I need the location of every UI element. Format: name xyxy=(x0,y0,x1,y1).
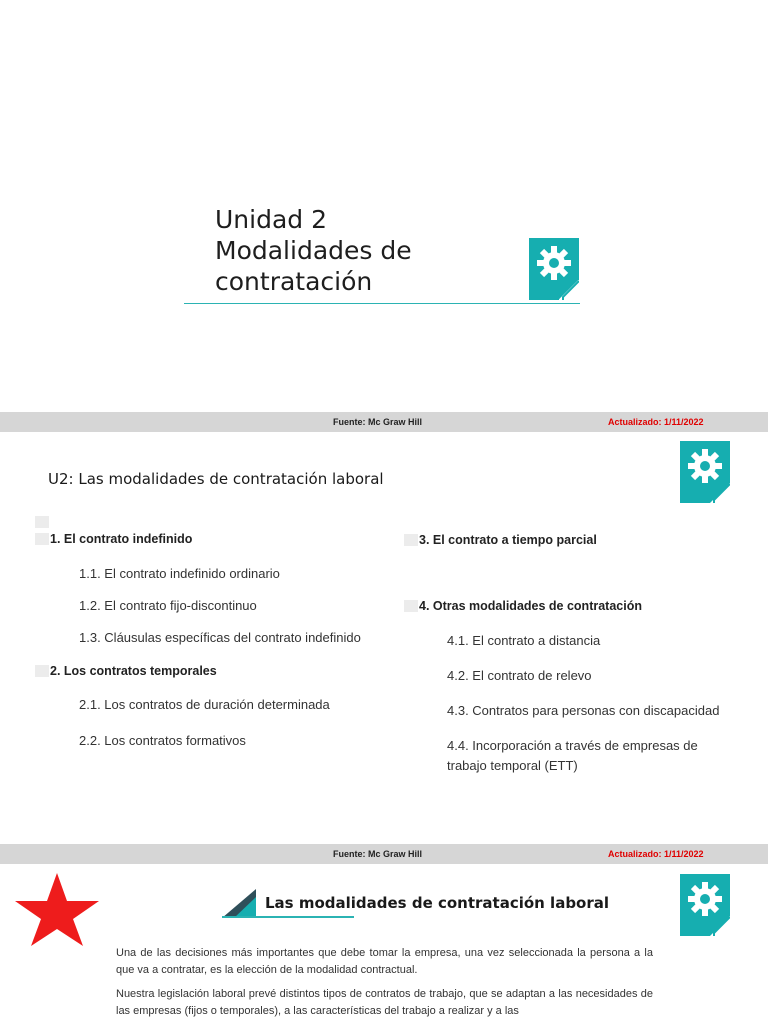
title-divider xyxy=(184,303,580,304)
index-item-1-2: 1.2. El contrato fijo-discontinuo xyxy=(79,598,257,613)
bullet-marker xyxy=(404,534,418,546)
gear-icon xyxy=(680,441,730,503)
index-item-2-2: 2.2. Los contratos formativos xyxy=(79,733,246,748)
slide-footer-1 xyxy=(0,412,768,432)
index-item-1-1: 1.1. El contrato indefinido ordinario xyxy=(79,566,280,581)
index-item-1-3: 1.3. Cláusulas específicas del contrato indefinido xyxy=(79,630,361,645)
index-section-2: 2. Los contratos temporales xyxy=(50,664,217,678)
title-slide xyxy=(0,0,768,412)
gear-icon xyxy=(680,874,730,936)
index-slide xyxy=(0,432,768,844)
index-item-4-2: 4.2. El contrato de relevo xyxy=(447,668,592,683)
footer-source: Fuente: Mc Graw Hill xyxy=(333,417,423,427)
content-slide xyxy=(0,865,768,1024)
index-section-1: 1. El contrato indefinido xyxy=(50,532,193,546)
star-icon xyxy=(12,871,102,947)
index-section-3: 3. El contrato a tiempo parcial xyxy=(419,533,597,547)
footer-updated: Actualizado: 1/11/2022 xyxy=(608,849,704,859)
index-item-4-3: 4.3. Contratos para personas con discapacidad xyxy=(447,703,720,718)
bullet-marker xyxy=(404,600,418,612)
title-underline xyxy=(222,916,354,918)
index-title: U2: Las modalidades de contratación laboral xyxy=(48,470,384,488)
unit-title-line-2: Modalidades de xyxy=(215,236,412,265)
index-item-4-1: 4.1. El contrato a distancia xyxy=(447,633,601,648)
content-paragraph-2: Nuestra legislación laboral prevé distintos tipos de contratos de trabajo, que se adaptan a las necesidades de las empresas (fijos o temporales), a las características del trabajo a realizar y a las xyxy=(116,988,653,1017)
footer-updated: Actualizado: 1/11/2022 xyxy=(608,417,704,427)
bullet-marker xyxy=(35,533,49,545)
index-section-4: 4. Otras modalidades de contratación xyxy=(419,599,642,613)
bullet-marker xyxy=(35,665,49,677)
gear-icon xyxy=(529,238,579,300)
title-triangle-icon xyxy=(222,889,256,918)
footer-source: Fuente: Mc Graw Hill xyxy=(333,849,423,859)
unit-title-line-1: Unidad 2 xyxy=(215,205,327,234)
content-title: Las modalidades de contratación laboral xyxy=(265,894,610,912)
slide-footer-2 xyxy=(0,844,768,864)
bullet-marker xyxy=(35,516,49,528)
unit-title xyxy=(215,204,515,297)
index-item-2-1: 2.1. Los contratos de duración determinada xyxy=(79,697,330,712)
index-item-4-4: 4.4. Incorporación a través de empresas de trabajo temporal (ETT) xyxy=(447,738,698,773)
unit-title-line-3: contratación xyxy=(215,267,373,296)
content-paragraph-1: Una de las decisiones más importantes que debe tomar la empresa, una vez seleccionada la persona a la que va a contratar, es la elección de la modalidad contractual. xyxy=(116,947,653,976)
